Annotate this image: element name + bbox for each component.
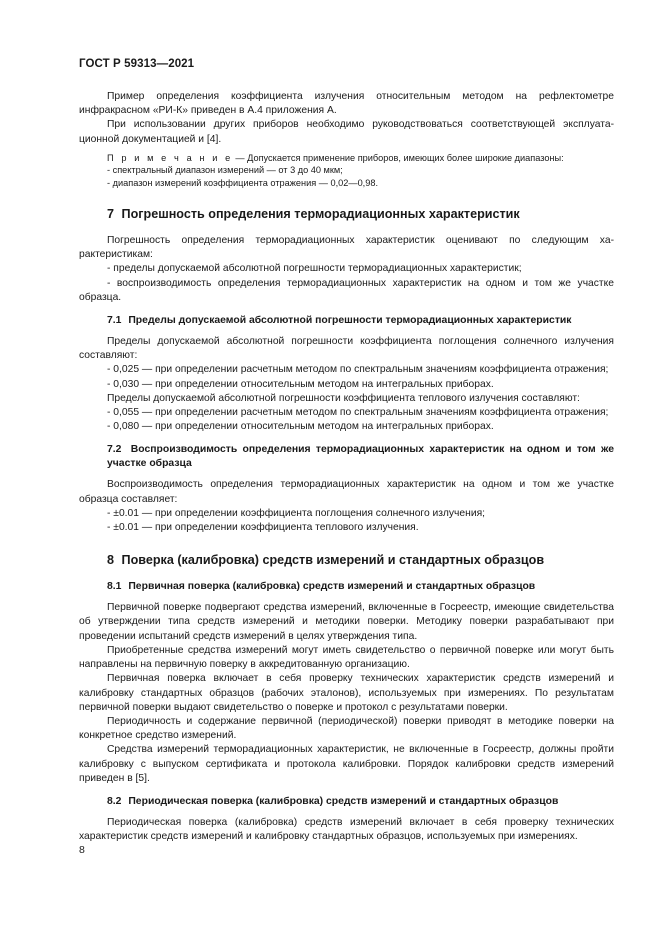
- subsection-heading: 7.1 Пределы допускаемой абсолютной погрешности терморадиационных характеристик: [107, 315, 572, 327]
- list-item: - ±0.01 — при определении коэффициента поглощения солнечного излучения;: [107, 507, 486, 519]
- subsection-heading: 7.2 Воспроизводимость определения терморадиационных характеристик на одном и том же участке образца: [107, 444, 614, 470]
- note-item: - диапазон измерений коэффициента отражения — 0,02—0,98.: [107, 177, 379, 188]
- note-text: — Допускается применение приборов, имеющих более широкие диапазоны:: [232, 152, 564, 163]
- subsection-heading: 8.2 Периодическая поверка (калибровка) средств измерений и стандартных образцов: [107, 795, 559, 807]
- page-number: 8: [79, 844, 85, 856]
- paragraph: Первичная поверка включает в себя проверку технических характеристик средств измерений и калибровку стандартных образцов (рабочих эталонов), используемых при измерениях. По результатам первичной поверки выдают свидетельство о поверке и протокол с результатами поверки.: [79, 673, 614, 713]
- section-heading: 8 Поверка (калибровка) средств измерений и стандартных образцов: [107, 553, 545, 568]
- paragraph: Первичной поверке подвергают средства измерений, включенные в Госреестр, имеющие свидетельства об утверждении типа средств измерений и методики поверки. Методику поверки разрабатывают при проведении испытаний средств измерений в целях утверждения типа.: [79, 602, 614, 642]
- paragraph: Периодичность и содержание первичной (периодической) поверки приводят в методике поверки на конкретное средство измерений.: [79, 715, 614, 742]
- paragraph: Пределы допускаемой абсолютной погрешности коэффициента теплового излучения составляют:: [107, 392, 580, 404]
- document-body: [79, 90, 614, 844]
- paragraph: Средства измерений терморадиационных характеристик, не включенные в Госреестр, должны пройти калибровку с выпуском сертификата и протокола калибровки. Порядок калибровки средств измерений приведен в [5].: [79, 744, 614, 784]
- paragraph: Пределы допускаемой абсолютной погрешности коэффициента поглощения солнечного излучения составляют:: [79, 336, 614, 362]
- note: [79, 152, 614, 164]
- list-item: - воспроизводимость определения терморадиационных характеристик на одном и том же участке образца.: [79, 277, 614, 303]
- list-item: - 0,080 — при определении относительным методом на интегральных приборах.: [107, 421, 494, 433]
- note-label: П р и м е ч а н и е: [107, 152, 233, 163]
- paragraph: Воспроизводимость определения терморадиационных характеристик на одном и том же участке образца составляет:: [79, 479, 614, 505]
- paragraph: Приобретенные средства измерений могут иметь свидетельство о первичной поверке или могут быть направлены на первичную поверку в аккредитованную организацию.: [79, 644, 614, 671]
- list-item: - 0,030 — при определении относительным методом на интегральных приборах.: [107, 378, 494, 390]
- paragraph: Пример определения коэффициента излучения относительным методом на рефлектометре инфракрасном «РИ-К» приведен в А.4 приложения А.: [79, 91, 614, 117]
- paragraph: Погрешность определения терморадиационных характеристик оценивают по следующим характеристикам:: [79, 235, 614, 261]
- list-item: - 0,025 — при определении расчетным методом по спектральным значениям коэффициента отражения;: [107, 364, 609, 376]
- list-item: - 0,055 — при определении расчетным методом по спектральным значениям коэффициента отражения;: [107, 407, 609, 419]
- paragraph: При использовании других приборов необходимо руководствоваться соответствующей эксплуатационной документацией и [4].: [79, 119, 614, 145]
- section-heading: 7 Погрешность определения терморадиационных характеристик: [107, 207, 520, 222]
- subsection-heading: 8.1 Первичная поверка (калибровка) средств измерений и стандартных образцов: [107, 581, 536, 593]
- note-item: - спектральный диапазон измерений — от 3 до 40 мкм;: [107, 165, 343, 176]
- list-item: - ±0.01 — при определении коэффициента теплового излучения.: [107, 522, 419, 534]
- paragraph: Периодическая поверка (калибровка) средств измерений включает в себя проверку технических характеристик средств измерений и калибровку стандартных образцов, используемых при измерениях.: [79, 816, 614, 843]
- document-header: ГОСТ Р 59313—2021: [79, 58, 195, 70]
- list-item: - пределы допускаемой абсолютной погрешности терморадиационных характеристик;: [107, 263, 522, 275]
